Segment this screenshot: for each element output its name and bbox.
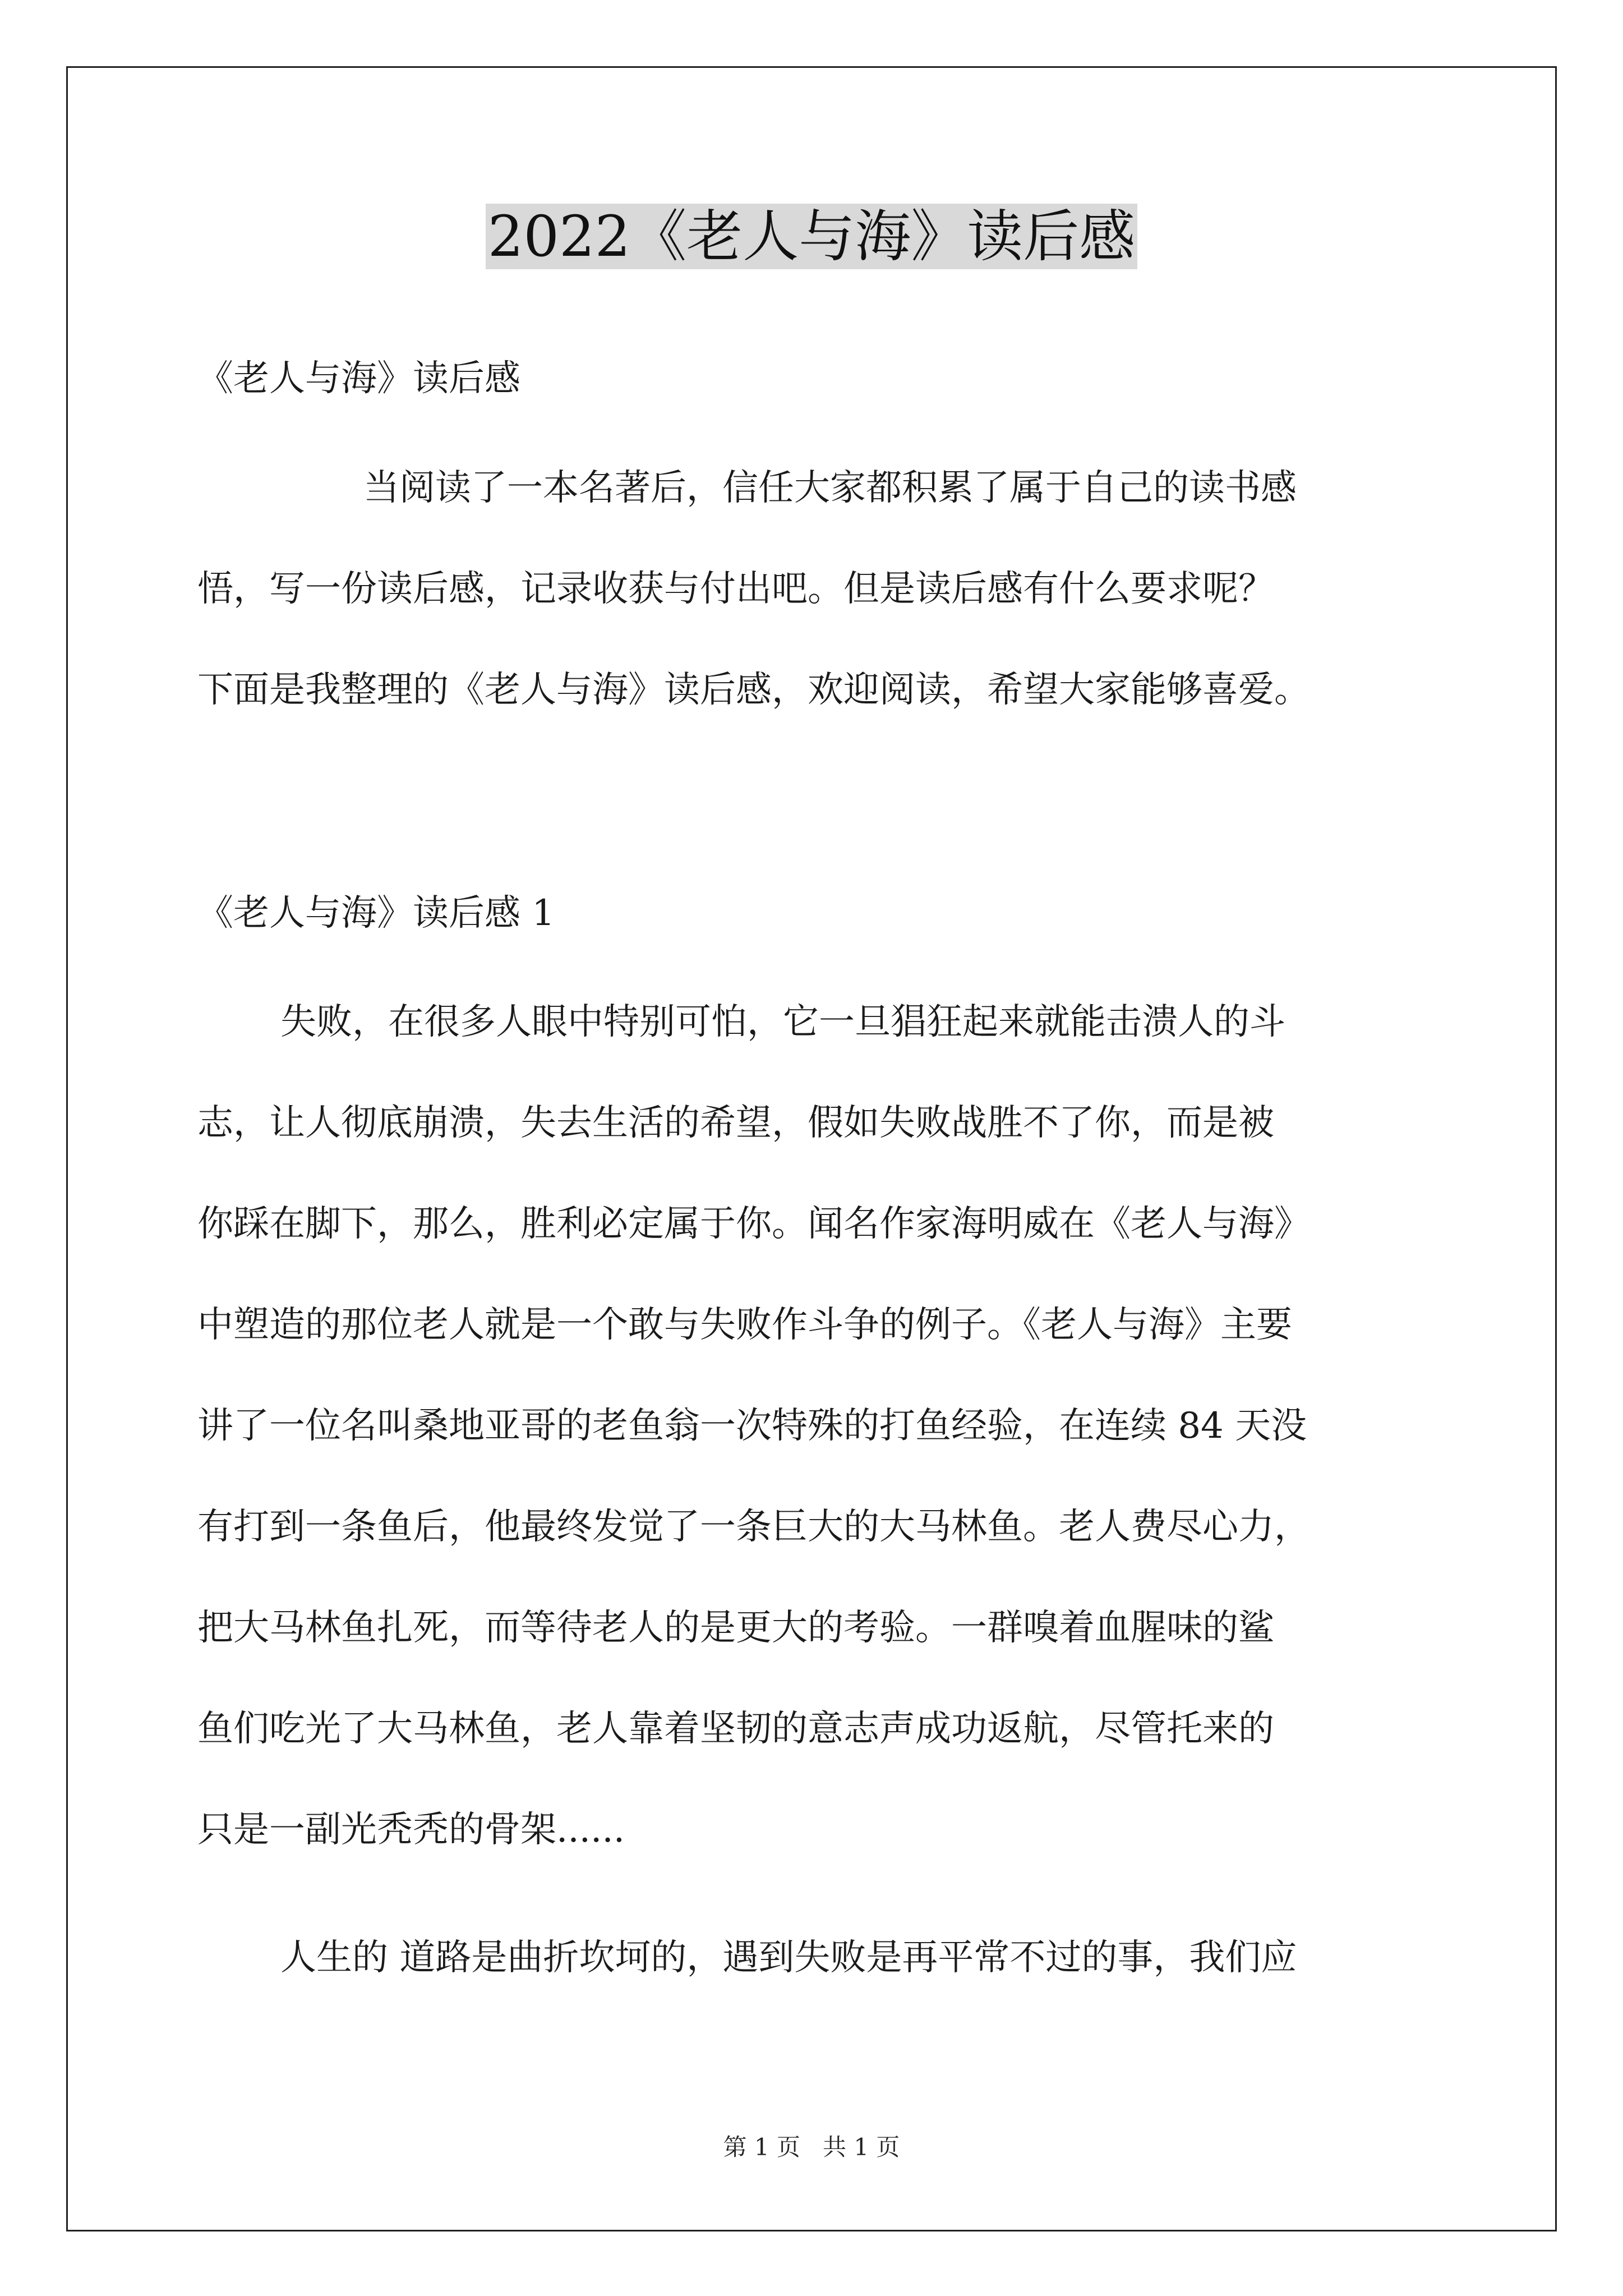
- paragraph1-line-2: 志，让人彻底崩溃，失去生活的希望，假如失败战胜不了你，而是被: [197, 1102, 1274, 1144]
- intro-line-3: 下面是我整理的《老人与海》读后感，欢迎阅读，希望大家能够喜爱。: [197, 669, 1310, 711]
- subtitle: 《老人与海》读后感: [197, 358, 520, 399]
- paragraph1-line-5: 讲了一位名叫桑地亚哥的老鱼翁一次特殊的打鱼经验，在连续 84 天没: [197, 1405, 1307, 1447]
- page-number-total: 共 1 页: [823, 2133, 900, 2161]
- document-title-text: 2022《老人与海》读后感: [486, 204, 1138, 269]
- document-title: [0, 197, 1623, 276]
- paragraph1-line-3: 你踩在脚下，那么，胜利必定属于你。闻名作家海明威在《老人与海》: [197, 1203, 1310, 1245]
- intro-line-1: 当阅读了一本名著后，信任大家都积累了属于自己的读书感: [363, 467, 1297, 509]
- paragraph1-line-1: 失败，在很多人眼中特别可怕，它一旦猖狂起来就能击溃人的斗: [280, 1001, 1285, 1043]
- paragraph1-line-7: 把大马林鱼扎死，而等待老人的是更大的考验。一群嗅着血腥味的鲨: [197, 1607, 1274, 1649]
- intro-line-2: 悟，写一份读后感，记录收获与付出吧。但是读后感有什么要求呢？: [197, 568, 1274, 610]
- page-footer: [0, 2129, 1623, 2162]
- paragraph2-line-1: 人生的 道路是曲折坎坷的，遇到失败是再平常不过的事，我们应: [280, 1937, 1297, 1978]
- paragraph1-line-4: 中塑造的那位老人就是一个敢与失败作斗争的例子。《老人与海》主要: [197, 1304, 1292, 1346]
- paragraph1-line-8: 鱼们吃光了大马林鱼，老人靠着坚韧的意志声成功返航，尽管托来的: [197, 1708, 1274, 1750]
- paragraph1-line-6: 有打到一条鱼后，他最终发觉了一条巨大的大马林鱼。老人费尽心力，: [197, 1506, 1310, 1548]
- paragraph1-line-9: 只是一副光秃秃的骨架......: [197, 1809, 625, 1851]
- section-heading: 《老人与海》读后感 1: [197, 892, 555, 934]
- page-number-current: 第 1 页: [723, 2133, 800, 2161]
